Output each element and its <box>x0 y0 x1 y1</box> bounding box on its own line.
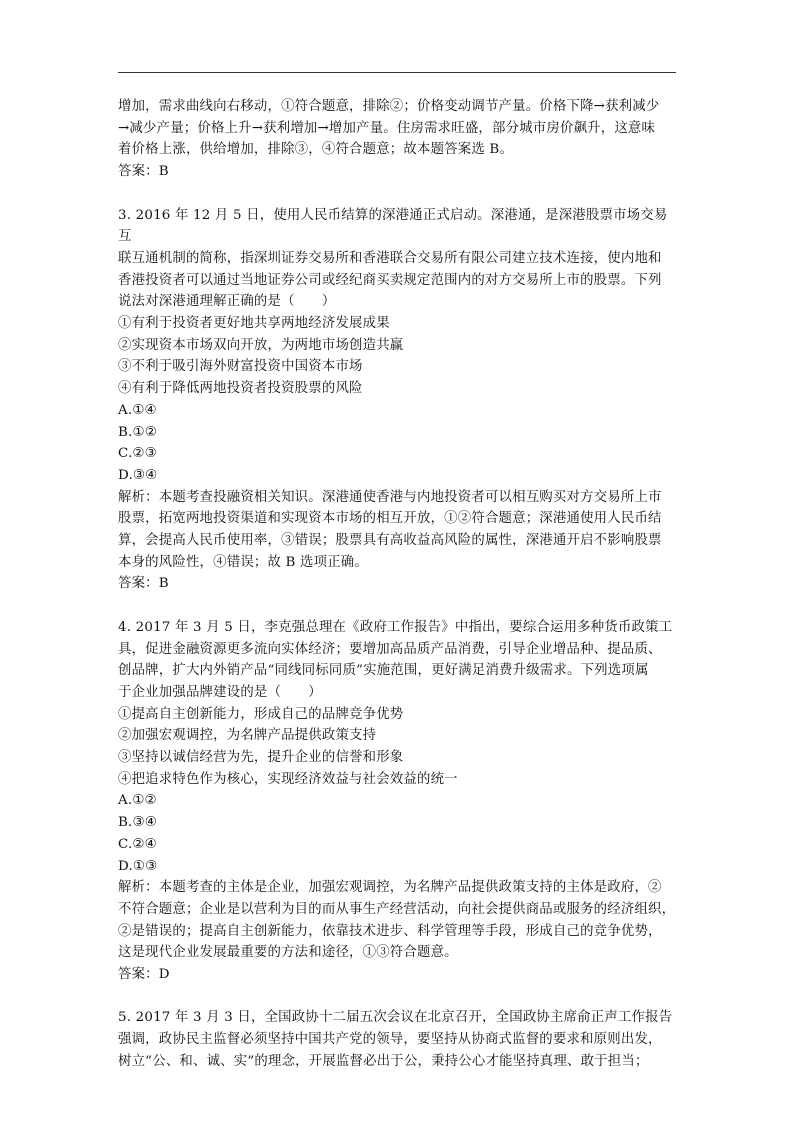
analysis-line: 这是现代企业发展最重要的方法和途径，①③符合题意。 <box>118 945 458 961</box>
statement-item: ②实现资本市场双向开放，为两地市场创造共赢 <box>118 337 404 353</box>
question-3 <box>118 205 678 596</box>
question-stem-line: 3. 2016 年 12 月 5 日，使用人民币结算的深港通正式启动。深港通，是深港股票市场交易互 <box>118 207 668 245</box>
analysis-line: ②是错误的；提高自主创新能力，依靠技术进步、科学管理等手段，形成自己的竞争优势， <box>118 923 662 939</box>
statement-item: ①有利于投资者更好地共享两地经济发展成果 <box>118 316 390 332</box>
header-rule <box>118 72 676 73</box>
answer-line: 答案：D <box>118 967 170 983</box>
question-stem-line: 于企业加强品牌建设的是（ ） <box>118 684 322 700</box>
spacer <box>118 986 678 1008</box>
analysis-line: 不符合题意；企业是以营利为目的而从事生产经营活动，向社会提供商品或服务的经济组织， <box>118 901 676 917</box>
page-body <box>118 96 678 1073</box>
question-4 <box>118 617 678 986</box>
analysis-line: 股票，拓宽两地投资渠道和实现资本市场的相互开放，①②符合题意；深港通使用人民币结 <box>118 511 662 527</box>
spacer <box>118 183 678 205</box>
analysis-line: 解析：本题考查投融资相关知识。深港通使香港与内地投资者可以相互购买对方交易所上市 <box>118 489 662 505</box>
question-5 <box>118 1007 678 1072</box>
previous-question-continuation <box>118 96 678 183</box>
question-stem-line: 强调，政协民主监督必须坚持中国共产党的领导，要坚持从协商式监督的要求和原则出发， <box>118 1032 662 1048</box>
analysis-line: →减少产量；价格上升→获利增加→增加产量。住房需求旺盛，部分城市房价飙升，这意味 <box>118 120 656 136</box>
analysis-line: 解析：本题考查的主体是企业，加强宏观调控，为名牌产品提供政策支持的主体是政府，② <box>118 880 662 896</box>
question-stem-line: 树立“公、和、诚、实”的理念，开展监督必出于公，秉持公心才能坚持真理、敢于担当； <box>118 1053 649 1069</box>
option-b: B.①② <box>118 424 157 440</box>
option-d: D.①③ <box>118 858 158 874</box>
statement-item: ③坚持以诚信经营为先，提升企业的信誉和形象 <box>118 750 404 766</box>
analysis-line: 本身的风险性，④错误；故 B 选项正确。 <box>118 554 368 570</box>
question-stem-line: 5. 2017 年 3 月 3 日，全国政协十二届五次会议在北京召开，全国政协主席俞正声工作报告 <box>118 1010 673 1026</box>
option-a: A.①④ <box>118 402 157 418</box>
spacer <box>118 595 678 617</box>
statement-item: ④有利于降低两地投资者投资股票的风险 <box>118 381 363 397</box>
statement-item: ①提高自主创新能力，形成自己的品牌竞争优势 <box>118 706 404 722</box>
answer-line: 答案：B <box>118 164 169 180</box>
answer-line: 答案：B <box>118 576 169 592</box>
question-stem-line: 联互通机制的简称，指深圳证券交易所和香港联合交易所有限公司建立技术连接，使内地和 <box>118 250 662 266</box>
statement-item: ②加强宏观调控，为名牌产品提供政策支持 <box>118 728 377 744</box>
option-a: A.①② <box>118 793 157 809</box>
option-d: D.③④ <box>118 467 158 483</box>
analysis-line: 着价格上涨，供给增加，排除③，④符合题意；故本题答案选 B。 <box>118 142 514 158</box>
question-stem-line: 说法对深港通理解正确的是（ ） <box>118 294 336 310</box>
option-b: B.③④ <box>118 815 157 831</box>
statement-item: ③不利于吸引海外财富投资中国资本市场 <box>118 359 363 375</box>
question-stem-line: 具，促进金融资源更多流向实体经济；要增加高品质产品消费，引导企业增品种、提品质、 <box>118 641 662 657</box>
question-stem-line: 香港投资者可以通过当地证券公司或经纪商买卖规定范围内的对方交易所上市的股票。下列 <box>118 272 662 288</box>
analysis-line: 增加，需求曲线向右移动，①符合题意，排除②；价格变动调节产量。价格下降→获利减少 <box>118 99 660 114</box>
option-c: C.②④ <box>118 836 157 852</box>
question-stem-line: 4. 2017 年 3 月 5 日，李克强总理在《政府工作报告》中指出，要综合运用多种货币政策工 <box>118 619 673 635</box>
question-stem-line: 创品牌，扩大内外销产品“同线同标同质”实施范围，更好满足消费升级需求。下列选项属 <box>118 663 649 679</box>
option-c: C.②③ <box>118 446 157 462</box>
analysis-line: 算，会提高人民币使用率，③错误；股票具有高收益高风险的属性，深港通开启不影响股票 <box>118 533 662 549</box>
statement-item: ④把追求特色作为核心，实现经济效益与社会效益的统一 <box>118 771 458 787</box>
